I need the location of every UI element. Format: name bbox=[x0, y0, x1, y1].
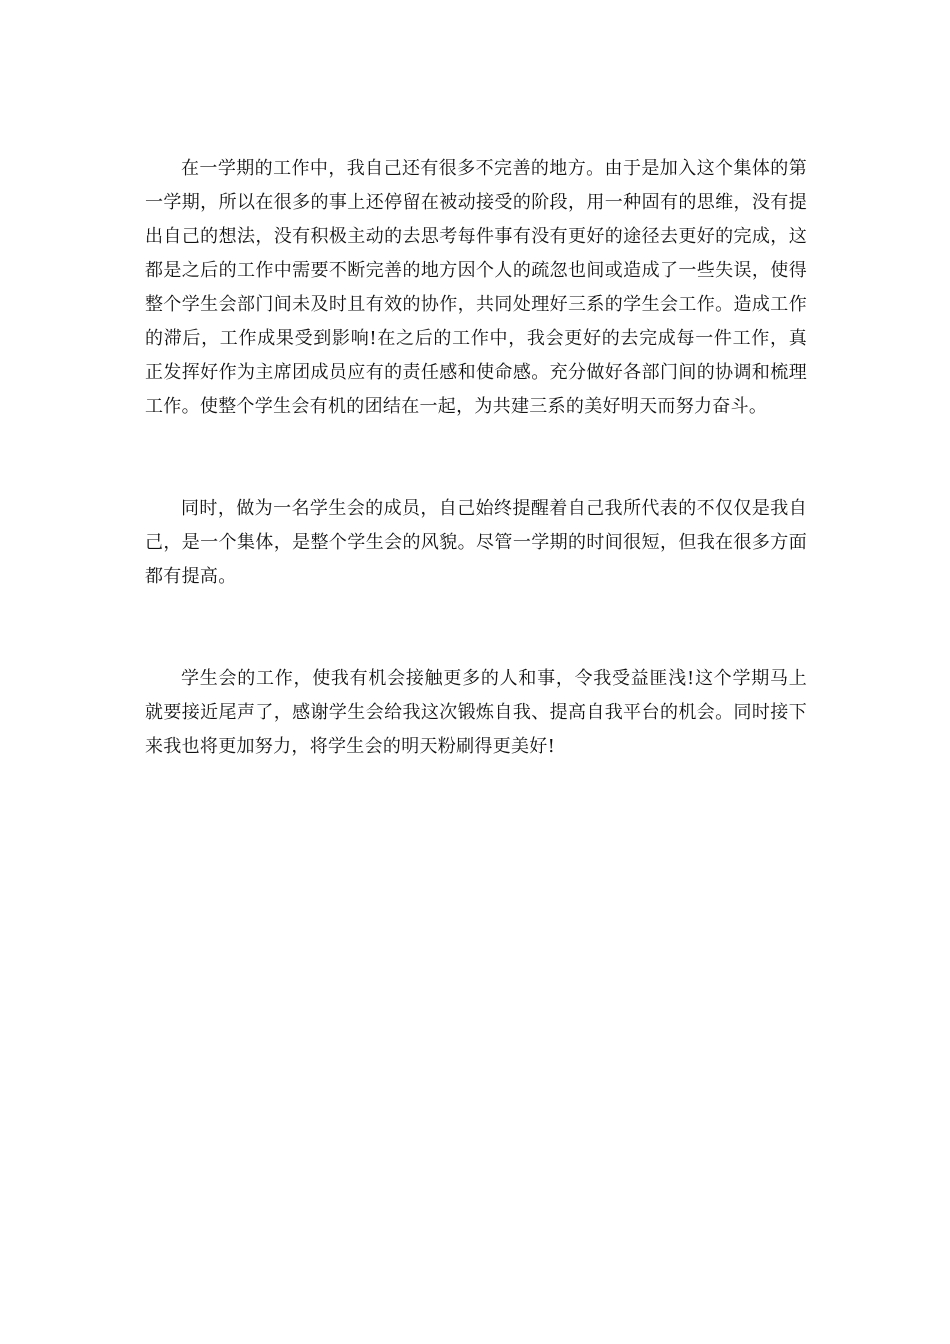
paragraph-3: 学生会的工作，使我有机会接触更多的人和事，令我受益匪浅!这个学期马上就要接近尾声了，感谢学生会给我这次锻炼自我、提高自我平台的机会。同时接下来我也将更加努力，将学生会的明天粉刷得更美好! bbox=[145, 668, 807, 757]
paragraph-2: 同时，做为一名学生会的成员，自己始终提醒着自己我所代表的不仅仅是我自己，是一个集体，是整个学生会的风貌。尽管一学期的时间很短，但我在很多方面都有提高。 bbox=[145, 498, 807, 587]
paragraph-1: 在一学期的工作中，我自己还有很多不完善的地方。由于是加入这个集体的第一学期，所以在很多的事上还停留在被动接受的阶段，用一种固有的思维，没有提出自己的想法，没有积极主动的去思考每件事有没有更好的途径去更好的完成，这都是之后的工作中需要不断完善的地方因个人的疏忽也间或造成了一些失误，使得整个学生会部门间未及时且有效的协作，共同处理好三系的学生会工作。造成工作的滞后，工作成果受到影响!在之后的工作中，我会更好的去完成每一件工作，真正发挥好作为主席团成员应有的责任感和使命感。充分做好各部门间的协调和梳理工作。使整个学生会有机的团结在一起，为共建三系的美好明天而努力奋斗。 bbox=[145, 158, 807, 417]
document-body bbox=[145, 152, 807, 764]
